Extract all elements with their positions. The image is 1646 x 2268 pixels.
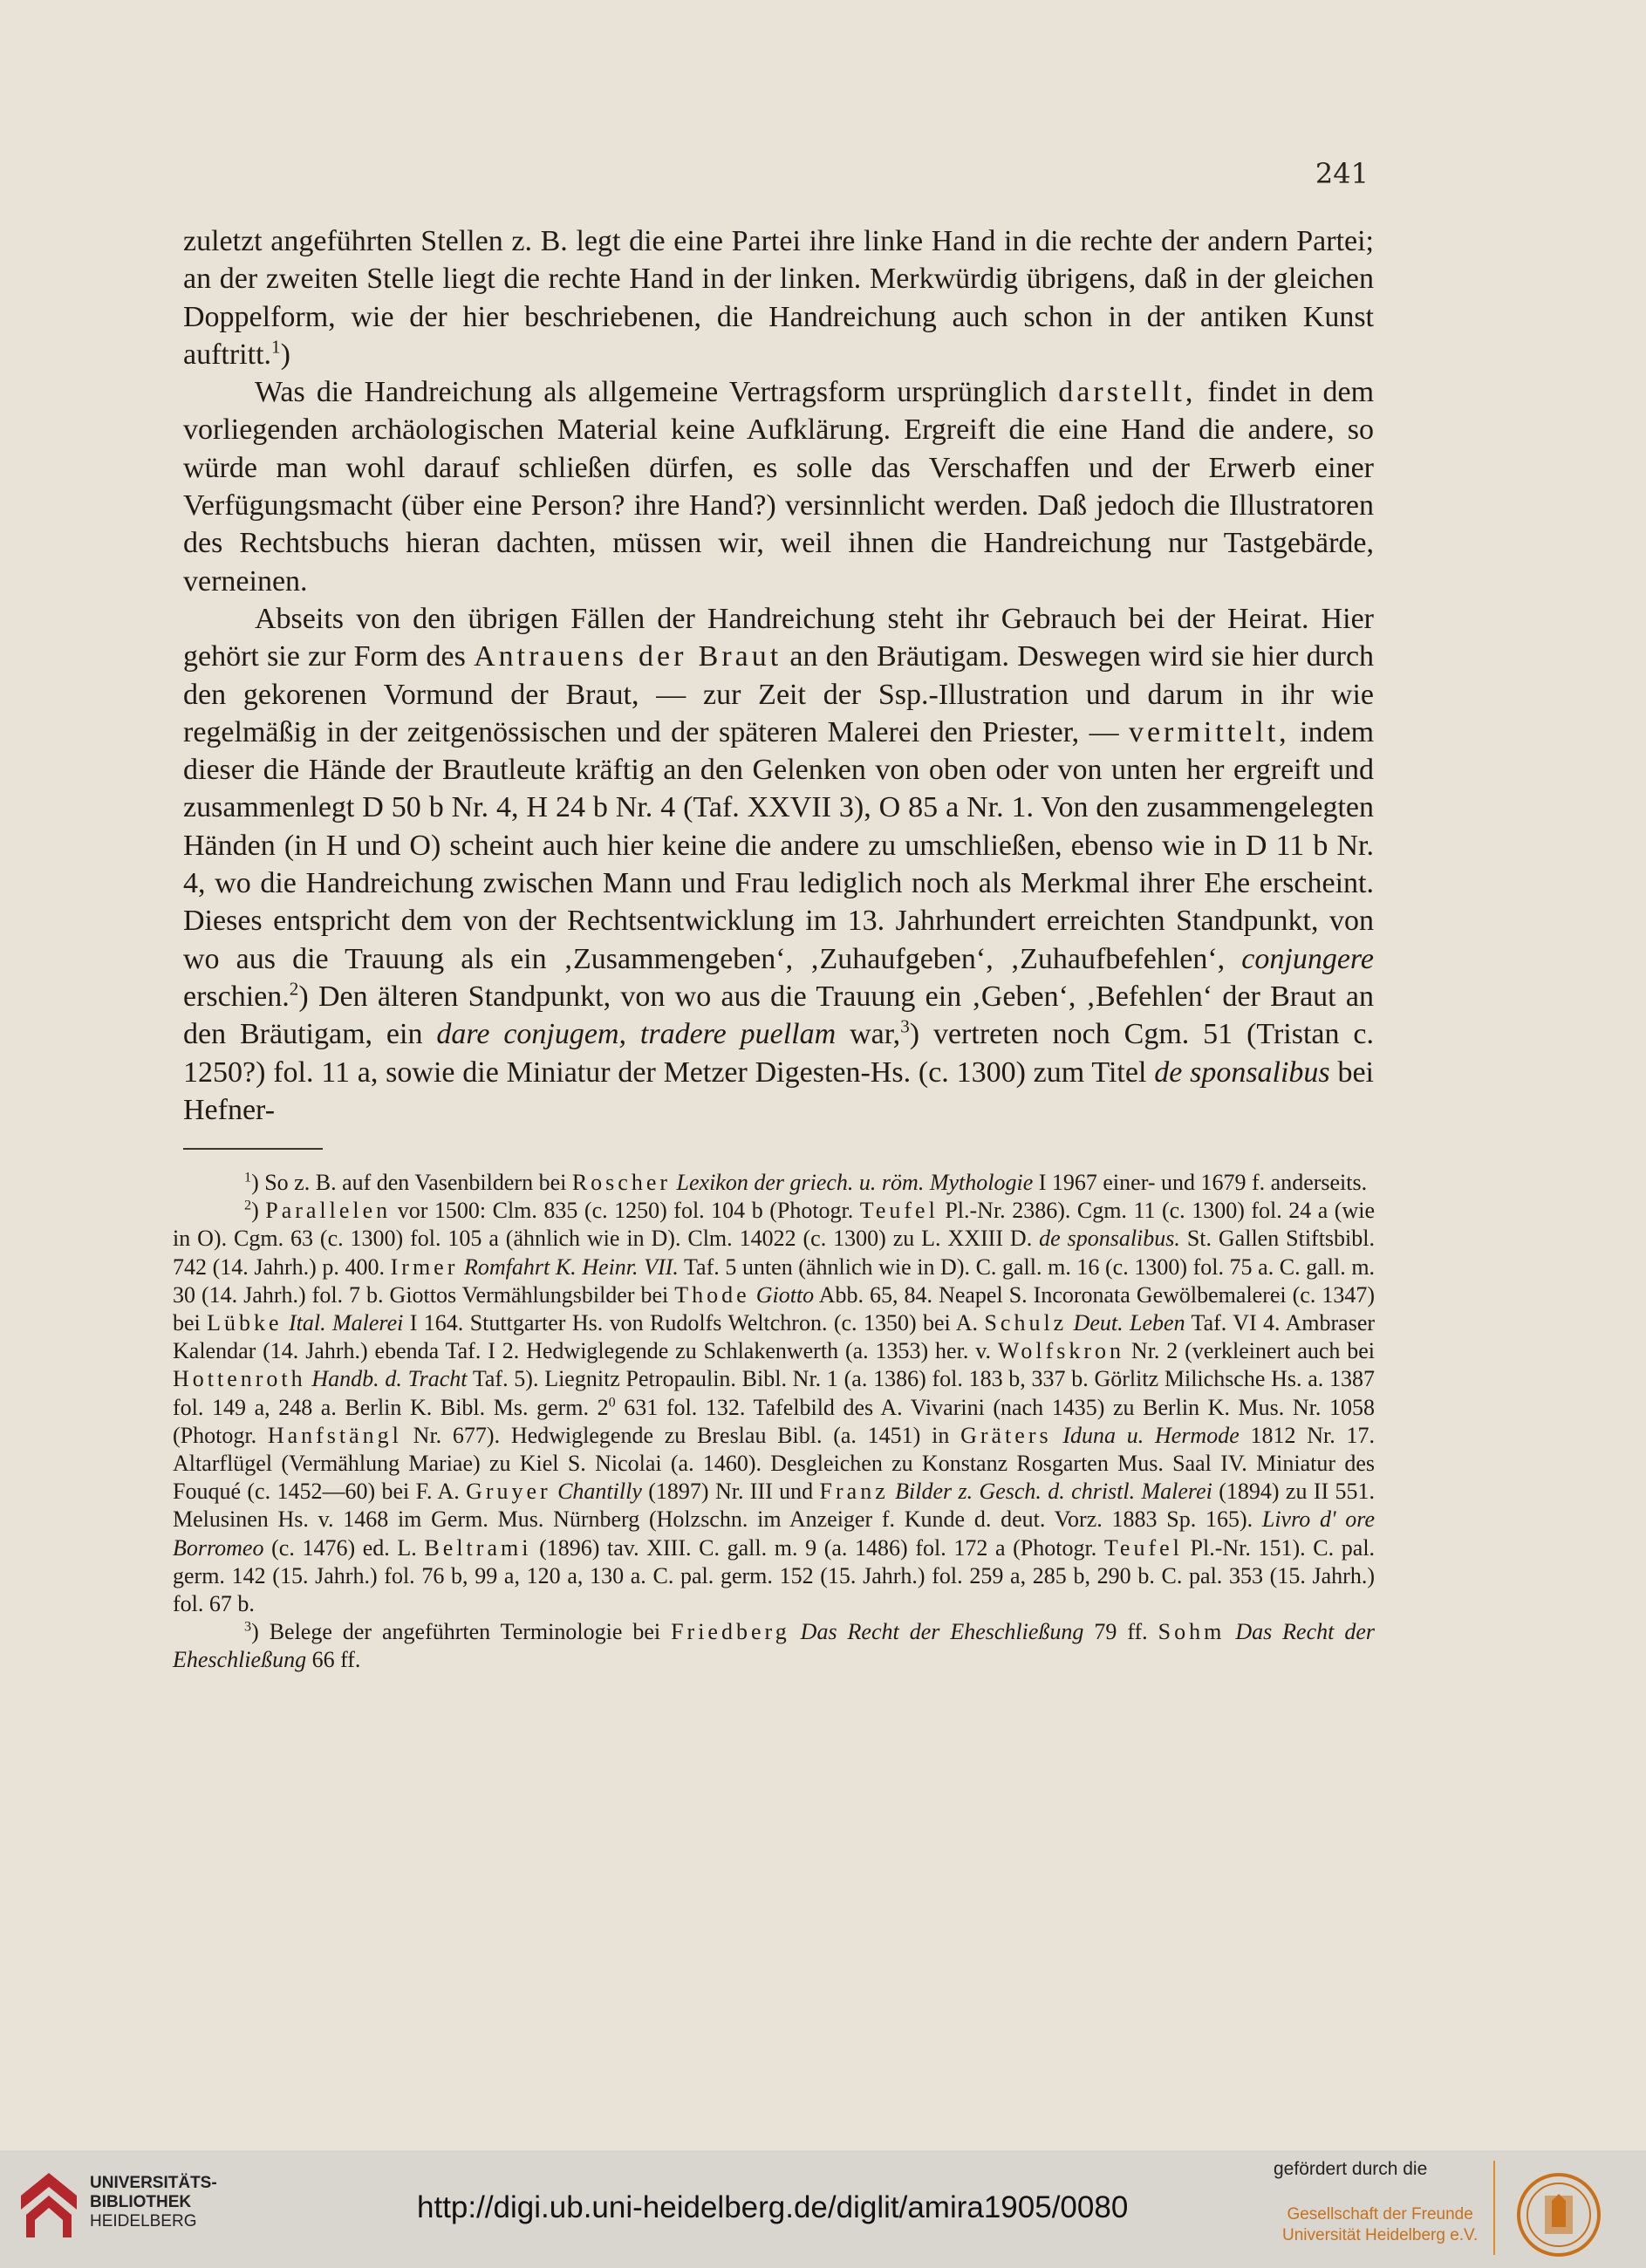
footnote-ref-2[interactable]: 2: [289, 978, 299, 1000]
viewer-footer: [0, 2150, 1646, 2268]
footnote-3: $^3$) Belege der angeführten Terminologie bei Friedberg Das Recht der Eheschließung 79 ff. Sohm Das Recht der Eheschließung 66 ff.: [173, 1619, 1375, 1673]
footnote-2: $^2$) Parallelen vor 1500: Clm. 835 (c. 1250) fol. 104 b (Photogr. Teufel Pl.-Nr. 2386). Cgm. 11 (c. 1300) fol. 24 a (wie in O). Cgm. 63 (c. 1300) fol. 105 a (ähnlich wie in D). Clm. 14022 (c. 1300) zu L. XXIII D. de sponsalibus. St. Gallen Stiftsbibl. 742 (14. Jahrh.) p. 400. Irmer Romfahrt K. Heinr. VII. Taf. 5 unten (ähnlich wie in D). C. gall. m. 16 (c. 1300) fol. 75 a. C. gall. m. 30 (14. Jahrh.) fol. 7 b. Giottos Vermählungsbilder bei Thode Giotto Abb. 65, 84. Neapel S. Incoronata Gewölbemalerei (c. 1347) bei Lübke Ital. Malerei I 164. Stuttgarter Hs. von Rudolfs Weltchron. (c. 1350) bei A. Schulz Deut. Leben Taf. VI 4. Ambraser Kalendar (14. Jahrh.) ebenda Taf. I 2. Hedwiglegende zu Schlakenwerth (a. 1353) her. v. Wolfskron Nr. 2 (verkleinert auch bei Hottenroth Handb. d. Tracht Taf. 5). Liegnitz Petropaulin. Bibl. Nr. 1 (a. 1386) fol. 183 b, 337 b. Görlitz Milichsche Hs. a. 1387 fol. 149 a, 248 a. Berlin K. Bibl. Ms. germ. $2^0$ 631 fol. 132. Tafelbild des A. Vivarini (nach 1435) zu Berlin K. Mus. Nr. 1058 (Photogr. Hanfstängl Nr. 677). Hedwiglegende zu Breslau Bibl. (a. 1451) in Gräters Iduna u. Hermode 1812 Nr. 17. Altarflügel (Vermählung Mariae) zu Kiel S. Nicolai (a. 1460). Desgleichen zu Konstanz Rosgarten Mus. Saal IV. Miniatur des Fouqué (c. 1452—60) bei F. A. Gruyer Chantilly (1897) Nr. III und Franz Bilder z. Gesch. d. christl. Malerei (1894) zu II 551. Melusinen Hs. v. 1468 im Germ. Mus. Nürnberg (Holzschn. im Anzeiger f. Kunde d. deut. Vorz. 1883 Sp. 165). Livro d' ore Borromeo (c. 1476) ed. L. Beltrami (1896) tav. XIII. C. gall. m. 9 (a. 1486) fol. 172 a (Photogr. Teufel Pl.-Nr. 151). C. pal. germ. 142 (15. Jahrh.) fol. 76 b, 99 a, 120 a, 130 a. C. pal. germ. 152 (15. Jahrh.) fol. 259 a, 285 b, 290 b. C. pal. 353 (15. Jahrh.) fol. 67 b.: [173, 1198, 1376, 1617]
paragraph-2: Was die Handreichung als allgemeine Vertragsform ursprünglich darstellt, findet in dem vorliegenden archäologischen Material keine Aufklärung. Ergreift die eine Hand die andere, so würde man wohl darauf schließen dürfen, es solle das Verschaffen und der Erwerb einer Verfügungsmacht (über eine Person? ihre Hand?) versinnlicht werden. Daß jedoch die Illustratoren des Rechtsbuchs hieran dachten, müssen wir, weil ihnen die Handreichung nur Tastgebärde, verneinen.: [183, 376, 1375, 598]
ub-logo-icon[interactable]: [17, 2169, 80, 2245]
footnotes: [173, 1169, 1375, 1675]
sponsor-label: gefördert durch die: [1274, 2159, 1428, 2179]
permalink-url[interactable]: http://digi.ub.uni-heidelberg.de/diglit/amira1905/0080: [417, 2190, 1129, 2224]
footnote-divider: [183, 1148, 323, 1150]
footnote-ref-3[interactable]: 3: [900, 1015, 910, 1037]
paragraph-1: zuletzt angeführten Stellen z. B. legt die eine Partei ihre linke Hand in die rechte der andern Partei; an der zweiten Stelle liegt die rechte Hand in der linken. Merkwürdig übrigens, daß in der gleichen Doppelform, wie der hier beschriebenen, die Handreichung auch schon in der antiken Kunst auftritt.$^1$): [183, 225, 1375, 371]
sponsor-name[interactable]: Gesellschaft der Freunde Universität Heidelberg e.V.: [1282, 2205, 1479, 2244]
footnote-ref-1[interactable]: 1: [271, 336, 281, 358]
paragraph-3: Abseits von den übrigen Fällen der Handreichung steht ihr Gebrauch bei der Heirat. Hier gehört sie zur Form des Antrauens der Braut an den Bräutigam. Deswegen wird sie hier durch den gekorenen Vormund der Braut, — zur Zeit der Ssp.-Illustration und darum in ihr wie regelmäßig in der zeitgenössischen und der späteren Malerei den Priester, — vermittelt, indem dieser die Hände der Brautleute kräftig an den Gelenken von oben oder von unten her ergreift und zusammenlegt D 50 b Nr. 4, H 24 b Nr. 4 (Taf. XXVII 3), O 85 a Nr. 1. Von den zusammengelegten Händen (in H und O) scheint auch hier keine die andere zu umschließen, ebenso wie in D 11 b Nr. 4, wo die Handreichung zwischen Mann und Frau lediglich noch als Merkmal ihrer Ehe erscheint. Dieses entspricht dem von der Rechtsentwicklung im 13. Jahrhundert erreichten Standpunkt, von wo aus die Trauung als ein ‚Zusammengeben‘, ‚Zuhaufgeben‘, ‚Zuhaufbefehlen‘, conjungere erschien.$^2$) Den älteren Standpunkt, von wo aus die Trauung ein ‚Geben‘, ‚Befehlen‘ der Braut an den Bräutigam, ein dare conjugem, tradere puellam war,$^3$) vertreten noch Cgm. 51 (Tristan c. 1250?) fol. 11 a, sowie die Miniatur der Metzer Digesten-Hs. (c. 1300) zum Titel de sponsalibus bei Hefner-: [183, 602, 1375, 1126]
page-number: 241: [1315, 157, 1369, 190]
ub-name[interactable]: UNIVERSITÄTS- BIBLIOTHEK HEIDELBERG: [90, 2174, 217, 2230]
footnote-1: $^1$) So z. B. auf den Vasenbildern bei Roscher Lexikon der griech. u. röm. Mythologie I 1967 einer- und 1679 f. anderseits.: [244, 1170, 1368, 1195]
footer-divider: [1493, 2161, 1495, 2255]
main-text: [183, 222, 1374, 1129]
university-seal-icon: [1512, 2171, 1606, 2263]
